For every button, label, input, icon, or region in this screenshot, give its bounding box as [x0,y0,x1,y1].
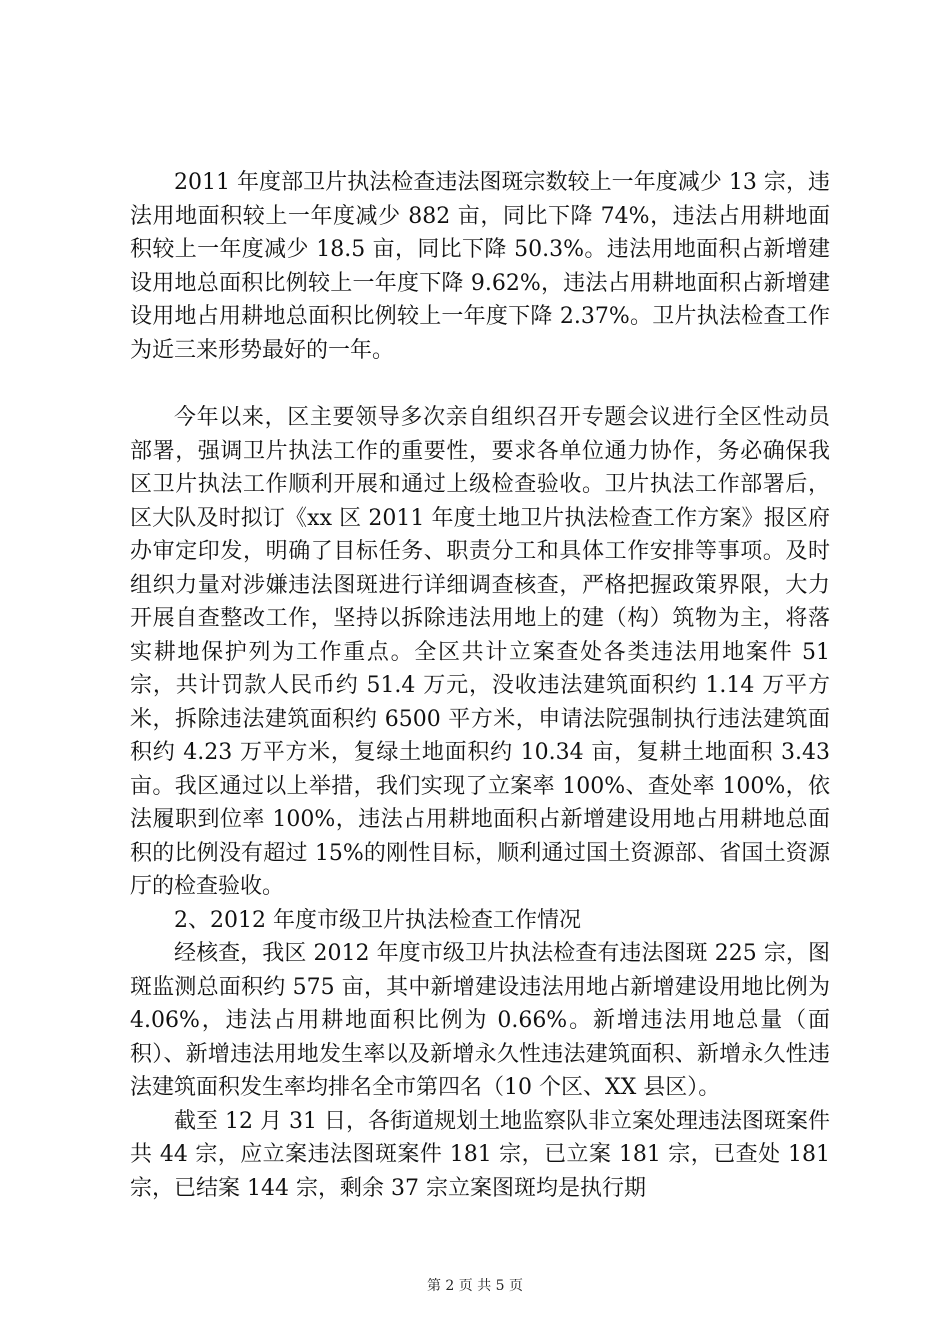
document-body [130,166,837,1205]
paragraph-2012-results: 经核查，我区 2012 年度市级卫片执法检查有违法图斑 225 宗，图斑监测总面积约 575 亩，其中新增建设违法用地占新增建设用地比例为 4.06%，违法占用耕地面积比例为 0.66%。新增违法用地总量（面积）、新增违法用地发生率以及新增永久性违法建筑面积、新增永久性违法建筑面积发生率均排名全市第四名（10 个区、XX 县区）。 [130,941,837,1100]
paragraph-work-measures: 今年以来，区主要领导多次亲自组织召开专题会议进行全区性动员部署，强调卫片执法工作的重要性，要求各单位通力协作，务必确保我区卫片执法工作顺利开展和通过上级检查验收。卫片执法工作部署后，区大队及时拟订《xx 区 2011 年度土地卫片执法检查工作方案》报区府办审定印发，明确了目标任务、职责分工和具体工作安排等事项。及时组织力量对涉嫌违法图斑进行详细调查核查，严格把握政策界限，大力开展自查整改工作，坚持以拆除违法用地上的建（构）筑物为主，将落实耕地保护列为工作重点。全区共计立案查处各类违法用地案件 51 宗，共计罚款人民币约 51.4 万元，没收违法建筑面积约 1.14 万平方米，拆除违法建筑面积约 6500 平方米，申请法院强制执行违法建筑面积约 4.23 万平方米，复绿土地面积约 10.34 亩，复耕土地面积 3.43 亩。我区通过以上举措，我们实现了立案率 100%、查处率 100%，依法履职到位率 100%，违法占用耕地面积占新增建设用地占用耕地总面积的比例没有超过 15%的刚性目标，顺利通过国土资源部、省国土资源厅的检查验收。 [130,405,837,899]
paragraph-case-status: 截至 12 月 31 日，各街道规划土地监察队非立案处理违法图斑案件共 44 宗，应立案违法图斑案件 181 宗，已立案 181 宗，已查处 181 宗，已结案 144 宗，剩余 37 宗立案图斑均是执行期 [130,1108,837,1201]
paragraph-gap [130,367,830,401]
paragraph-summary-2011: 2011 年度部卫片执法检查违法图斑宗数较上一年度减少 13 宗，违法用地面积较上一年度减少 882 亩，同比下降 74%，违法占用耕地面积较上一年度减少 18.5 亩，同比下降 50.3%。违法用地面积占新增建设用地总面积比例较上一年度下降 9.62%，违法占用耕地面积占新增建设用地占用耕地总面积比例较上一年度下降 2.37%。卫片执法检查工作为近三来形势最好的一年。 [130,170,830,363]
section-heading-2012: 2、2012 年度市级卫片执法检查工作情况 [174,907,581,933]
page-footer [0,1276,950,1296]
page-number: 第 2 页 共 5 页 [426,1278,524,1294]
